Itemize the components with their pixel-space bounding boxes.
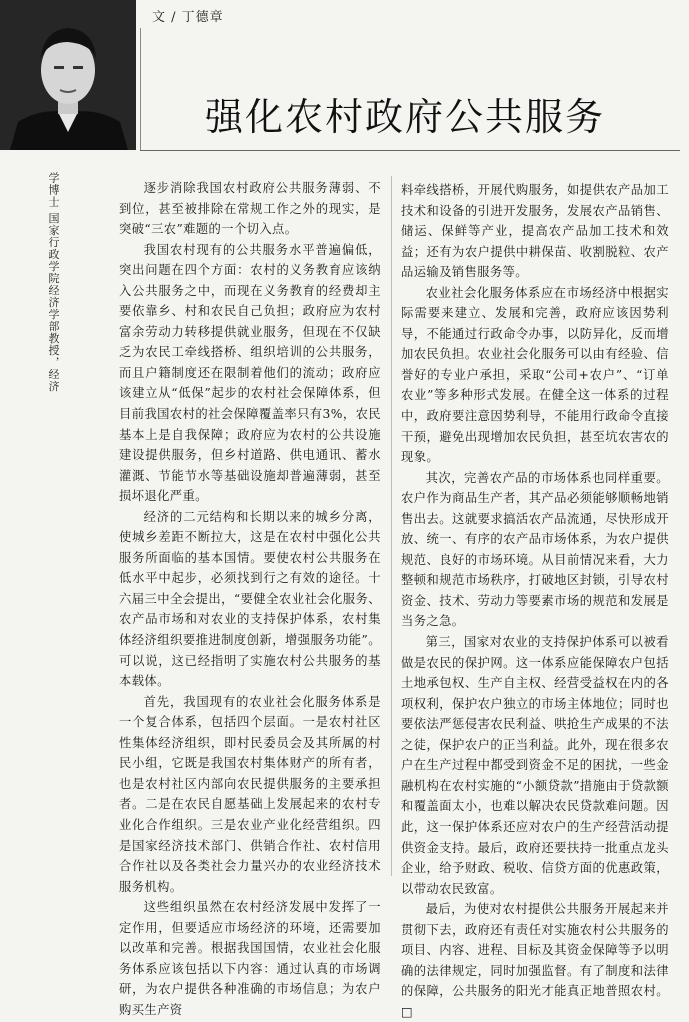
paragraph: 经济的二元结构和长期以来的城乡分离，使城乡差距不断拉大，这是在农村中强化公共服务所面临的基本国情。要使农村公共服务在低水平中起步，必须找到行之有效的途径。十六届三中全会提出，“要健全农业社会化服务、农产品市场和对农业的支持保护体系，农村集体经济组织要推进制度创新，增强服务功能”。可以说，这已经指明了实施农村公共服务的基本载体。 [119,509,381,689]
article-left-column [119,178,381,1020]
paragraph: 其次，完善农产品的市场体系也同样重要。农户作为商品生产者，其产品必须能够顺畅地销售出去。这就要求搞活农产品流通，尽快形成开放、统一、有序的农产品市场体系，为农户提供规范、良好的市场环境。从目前情况来看，大力整顿和规范市场秩序，打破地区封锁，引导农村资金、技术、劳动力等要素市场的规范和发展是当务之急。 [401,470,669,629]
column-gutter [391,176,392,876]
paragraph: 最后，为使对农村提供公共服务开展起来并贯彻下去，政府还有责任对实施农村公共服务的项目、内容、进程、目标及其资金保障等予以明确的法律规定，同时加强监督。有了制度和法律的保障，公共服务的阳光才能真正地普照农村。□ [401,902,669,1019]
article-right-column [401,180,669,1022]
author-photo [0,0,136,150]
paragraph: 料牵线搭桥，开展代购服务，如提供农产品加工技术和设备的引进开发服务，发展农产品销售、储运、保鲜等产业，提高农产品加工技术和效益；还有为农户提供中耕保苗、收割脱粒、农产品运输及销售服务等。 [401,183,669,280]
paragraph: 第三，国家对农业的支持保护体系可以被看做是农民的保护网。这一体系应能保障农户包括土地承包权、生产自主权、经营受益权在内的各项权利，保护农户独立的市场主体地位；同时也要依法严惩侵害农民利益、哄抢生产成果的不法之徒，保护农户的正当利益。此外，现在很多农户在生产过程中都受到资金不足的困扰，一些金融机构在农村实施的“小额贷款”措施由于贷款额和覆盖面太小，也难以解决农民贷款难问题。因此，这一保护体系还应对农户的生产经营活动提供资金支持。最后，政府还要扶持一批重点龙头企业，给予财政、税收、信贷方面的优惠政策，以带动农民致富。 [401,635,669,896]
paragraph: 农业社会化服务体系应在市场经济中根据实际需要来建立、发展和完善，政府应该因势利导，不能通过行政命令办事，以防异化，反而增加农民负担。农业社会化服务可以由有经验、信誉好的专业户承担，采取“公司+农户”、“订单农业”等多种形式发展。在健全这一体系的过程中，政府要注意因势利导，不能用行政命令直接干预，避免出现增加农民负担，甚至坑农害农的现象。 [401,285,669,465]
author-portrait-image [0,0,136,150]
author-description: 学博士 国家行政学院经济学部教授，经济 [47,172,60,393]
divider-horizontal [140,150,680,151]
paragraph: 首先，我国现有的农业社会化服务体系是一个复合体系，包括四个层面。一是农村社区性集体经济组织，即村民委员会及其所属的村民小组，它既是我国农村集体财产的所有者，也是农村社区内部向农民提供服务的主要承担者。二是在农民自愿基础上发展起来的农村专业化合作组织。三是农业产业化经营组织。四是国家经济技术部门、供销合作社、农村信用合作社以及各类社会力量兴办的农业经济技术服务机构。 [119,694,381,894]
byline: 文 / 丁德章 [152,10,224,25]
article-title: 强化农村政府公共服务 [205,95,606,139]
divider-vertical [140,28,141,150]
paragraph: 我国农村现有的公共服务水平普遍偏低，突出问题在四个方面：农村的义务教育应该纳入公共服务之中，而现在义务教育的经费却主要依靠乡、村和农民自己负担；政府应为农村富余劳动力转移提供就业服务，但现在不仅缺乏为农民工牵线搭桥、组织培训的公共服务，而且户籍制度还在限制着他们的流动；政府应该建立从“低保”起步的农村社会保障体系，但目前我国农村的社会保障覆盖率只有3%，农民基本上是自我保障；政府应为农村的公共设施建设提供服务，但乡村道路、供电通讯、蓄水灌溉、节能节水等基础设施却普遍薄弱，甚至损坏退化严重。 [119,242,381,504]
paragraph: 这些组织虽然在农村经济发展中发挥了一定作用，但要适应市场经济的环境，还需要加以改革和完善。根据我国国情，农业社会化服务体系应该包括以下内容：通过认真的市场调研，为农户提供各种准确的市场信息；为农户购买生产资 [119,900,381,1017]
paragraph: 逐步消除我国农村政府公共服务薄弱、不到位，甚至被排除在常规工作之外的现实，是突破“三农”难题的一个切入点。 [119,181,381,237]
